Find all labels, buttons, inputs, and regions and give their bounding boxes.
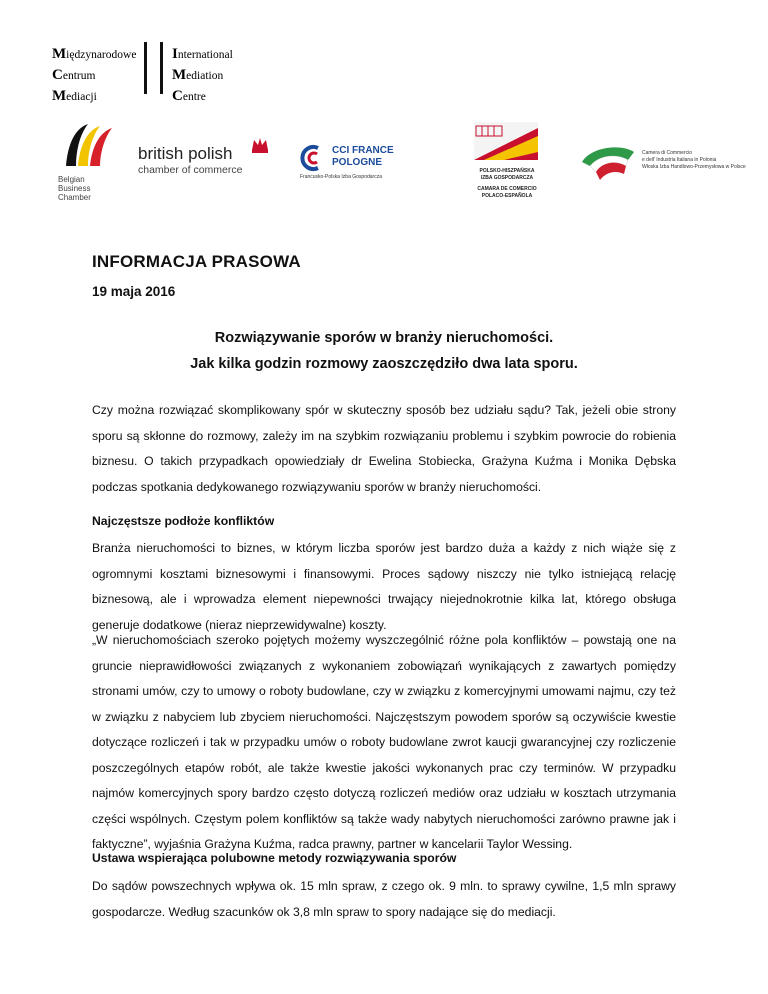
document-heading: INFORMACJA PRASOWA (92, 252, 301, 271)
imc-line: International (172, 46, 233, 62)
italian-line: e dell' Industria Italiana in Polonia (642, 157, 717, 163)
section2-heading: Ustawa wspierająca polubowne metody rozwiązywania sporów (92, 851, 457, 865)
italian-flag-icon (578, 142, 640, 182)
spanish-line: CAMARA DE COMERCIO (477, 186, 537, 192)
imc-line: Centre (172, 88, 206, 104)
spanish-line: POLACO-ESPAÑOLA (481, 193, 533, 199)
imc-divider (160, 42, 163, 94)
spanish-polish-flag-icon (474, 122, 538, 160)
italian-line: Camera di Commercio (642, 150, 693, 156)
belgian-line: Belgian (58, 175, 85, 184)
imc-divider (144, 42, 147, 94)
cci-caption: Francusko-Polska Izba Gospodarcza (300, 174, 382, 180)
british-polish-chamber-logo (138, 142, 278, 182)
document-date: 19 maja 2016 (92, 284, 176, 299)
polish-spanish-chamber-logo (470, 122, 540, 214)
cci-france-pologne-logo (300, 144, 410, 184)
italian-line: Włoska Izba Handlowo-Przemysłowa w Polsce (642, 164, 746, 170)
document-title-line1: Rozwiązywanie sporów w branży nieruchomości. (214, 330, 554, 346)
belgian-line: Business (58, 184, 91, 193)
quote-paragraph: „W nieruchomościach szeroko pojętych możemy wyszczególnić różne pola konfliktów – powstają one na gruncie nieprawidłowości związanych z wykonaniem zobowiązań wynikających z zawartych pomiędzy stronami umów, czy to umowy o roboty budowlane, czy w związku z komercyjnymi umowami najmu, czy też w związku z nabyciem lub zbyciem nieruchomości. Najczęstszym powodem sporów są oczywiście kwestie dotyczące rozliczeń i tak w przypadku umów o roboty budowlane zwrot kaucji gwarancyjnej czy rozliczenie poszczególnych etapów robót, ale także kwestie jakości wykonanych prac czy terminów. W przypadku najmów komercyjnych spory bardzo często dotyczą rozliczeń mediów oraz udziału w kosztach utrzymania części wspólnych. Częstym polem konfliktów są także wady nabytych nieruchomości zarówno prawne jak i faktyczne”, wyjaśnia Grażyna Kuźma, radca prawny, partner w kancelarii Taylor Wessing. (92, 633, 676, 851)
imc-line: Centrum (52, 67, 96, 83)
spanish-line: POLSKO-HISZPAŃSKA (479, 168, 535, 174)
belgian-flag-icon (58, 122, 118, 168)
italian-chamber-logo (578, 142, 746, 182)
document-title-line2: Jak kilka godzin rozmowy zaoszczędziło dwa lata sporu. (190, 356, 578, 372)
cci-line: CCI FRANCE (332, 145, 394, 156)
spanish-line: IZBA GOSPODARCZA (480, 175, 534, 181)
imc-line: Międzynarodowe (52, 46, 137, 62)
section1-heading: Najczęstsze podłoże konfliktów (92, 514, 275, 528)
imc-logo-english (172, 44, 233, 107)
imc-line: Mediacji (52, 88, 97, 104)
british-logo-subtitle: chamber of commerce (138, 164, 243, 176)
crown-icon (250, 136, 270, 154)
intro-paragraph: Czy można rozwiązać skomplikowany spór w skuteczny sposób bez udziału sądu? Tak, jeżeli obie strony sporu są skłonne do rozmowy, zależy im na szybkim rozwiązaniu problemu i szybkim powrocie do robienia biznesu. O takich przypadkach opowiedziały dr Ewelina Stobiecka, Grażyna Kuźma i Monika Dębska podczas spotkania dedykowanego rozwiązywaniu sporów w branży nieruchomości. (92, 403, 676, 494)
imc-line: Mediation (172, 67, 224, 83)
belgian-chamber-logo (58, 122, 118, 222)
british-logo-title: british polish (138, 144, 233, 163)
section2-paragraph: Do sądów powszechnych wpływa ok. 15 mln spraw, z czego ok. 9 mln. to sprawy cywilne, 1,5 mln sprawy gospodarcze. Według szacunków ok 3,8 mln spraw to spory nadające się do mediacji. (92, 879, 676, 919)
section1-paragraph: Branża nieruchomości to biznes, w którym liczba sporów jest bardzo duża a każdy z nich wiąże się z ogromnymi kosztami biznesowymi i finansowymi. Proces sądowy niszczy nie tylko istniejącą relację biznesową, ale i wprowadza element niepewności trwający niejednokrotnie kilka lat, którego obsługa generuje dodatkowe (nieraz nieprzewidywalne) koszty. (92, 541, 676, 632)
cci-emblem-icon (300, 144, 328, 172)
belgian-line: Chamber (58, 193, 91, 202)
imc-logo-polish (52, 44, 136, 107)
cci-line: POLOGNE (332, 157, 383, 168)
